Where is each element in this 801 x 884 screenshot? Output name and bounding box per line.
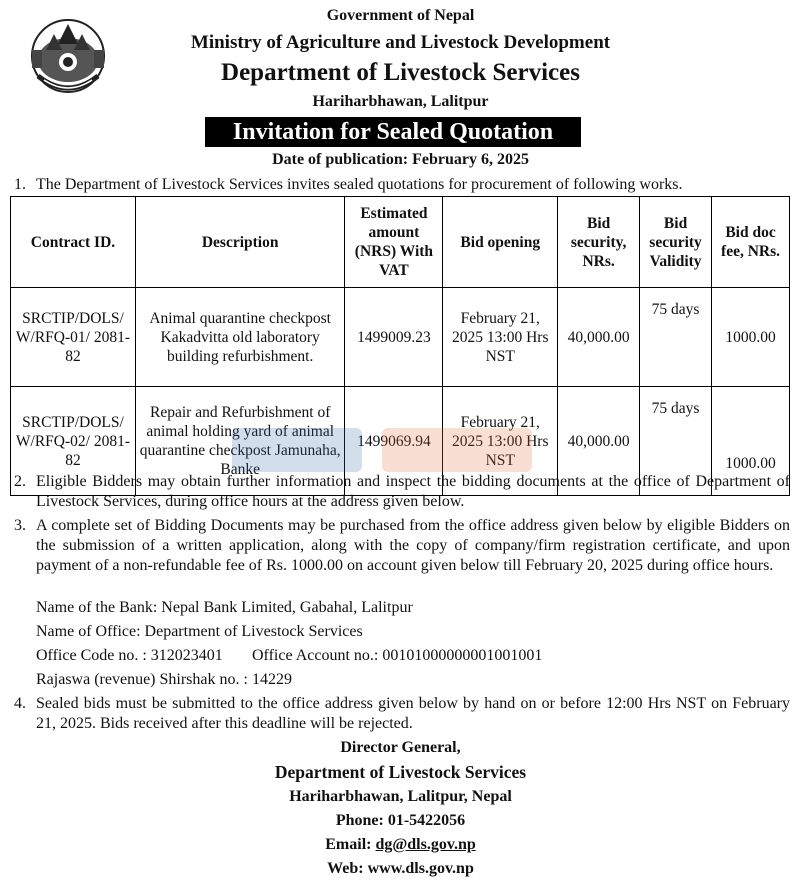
header-doc-fee: Bid doc fee, NRs.: [712, 197, 790, 288]
header-bid-opening: Bid opening: [443, 197, 558, 288]
quotation-table: [10, 196, 790, 496]
cell-doc-fee: 1000.00: [712, 288, 790, 387]
signatory-department: Department of Livestock Services: [274, 762, 527, 782]
department-name: Department of Livestock Services: [221, 59, 580, 86]
ministry-name: Ministry of Agriculture and Livestock Development: [190, 32, 611, 53]
cell-bid-security: 40,000.00: [558, 387, 640, 496]
signatory-address: Hariharbhawan, Lalitpur, Nepal: [289, 788, 512, 805]
cell-validity: 75 days: [640, 288, 712, 387]
cell-validity: 75 days: [640, 387, 712, 496]
contact-email-label: Email:: [325, 836, 376, 853]
contact-web[interactable]: Web: www.dls.gov.np: [327, 860, 474, 877]
contact-email-line: [0, 836, 801, 854]
header-validity: Bid security Validity: [640, 197, 712, 288]
cell-bid-opening: February 21, 2025 13:00 Hrs NST: [443, 387, 558, 496]
item-2-text: Eligible Bidders may obtain further information and inspect the bidding documents at the office of Department of Livestock Services, during office hours at the address given below.: [36, 473, 790, 510]
table-header-row: [11, 197, 790, 288]
government-name: Government of Nepal: [326, 7, 475, 24]
item-1-number: 1.: [14, 176, 26, 193]
header-estimated-amount: Estimated amount (NRS) With VAT: [345, 197, 443, 288]
cell-description: Repair and Refurbishment of animal holding yard of animal quarantine checkpost Jamunaha, Banke: [135, 387, 345, 496]
cell-description: Animal quarantine checkpost Kakadvitta old laboratory building refurbishment.: [135, 288, 345, 387]
department-address: Hariharbhawan, Lalitpur: [312, 93, 489, 110]
item-3-text: A complete set of Bidding Documents may be purchased from the office address given below by eligible Bidders on the submission of a written application, along with the copy of company/firm registration certificate, and upon payment of a non-refundable fee of Rs. 1000.00 on account given below till February 20, 2025 during office hours.: [36, 517, 790, 574]
office-code: Office Code no. : 312023401: [36, 647, 223, 664]
rajaswa-shirshak: Rajaswa (revenue) Shirshak no. : 14229: [36, 671, 292, 688]
cell-bid-security: 40,000.00: [558, 288, 640, 387]
header-bid-security: Bid security, NRs.: [558, 197, 640, 288]
bank-name: Name of the Bank: Nepal Bank Limited, Gabahal, Lalitpur: [36, 599, 413, 616]
contact-phone: Phone: 01-5422056: [335, 812, 466, 829]
header-description: Description: [135, 197, 345, 288]
item-3-number: 3.: [14, 517, 26, 534]
signatory-title: Director General,: [340, 739, 461, 756]
office-account: Office Account no.: 00101000000001001001: [252, 647, 543, 664]
cell-contract-id: SRCTIP/DOLS/ W/RFQ-01/ 2081-82: [11, 288, 136, 387]
cell-estimated-amount: 1499069.94: [345, 387, 443, 496]
header-contract-id: Contract ID.: [11, 197, 136, 288]
cell-bid-opening: February 21, 2025 13:00 Hrs NST: [443, 288, 558, 387]
publication-date: Date of publication: February 6, 2025: [272, 151, 529, 168]
office-name: Name of Office: Department of Livestock Services: [36, 623, 363, 640]
item-4-number: 4.: [14, 695, 26, 712]
item-2-number: 2.: [14, 473, 26, 490]
notice-title-banner: Invitation for Sealed Quotation: [205, 117, 581, 147]
cell-estimated-amount: 1499009.23: [345, 288, 443, 387]
table-row: [11, 288, 790, 387]
contact-email-link[interactable]: dg@dls.gov.np: [375, 836, 476, 853]
cell-doc-fee: 1000.00: [712, 387, 790, 496]
item-1-text: The Department of Livestock Services invites sealed quotations for procurement of following works.: [36, 176, 683, 193]
cell-contract-id: SRCTIP/DOLS/ W/RFQ-02/ 2081-82: [11, 387, 136, 496]
item-4-text: Sealed bids must be submitted to the office address given below by hand on or before 12:00 Hrs NST on February 21, 2025. Bids received after this deadline will be rejected.: [36, 695, 790, 732]
